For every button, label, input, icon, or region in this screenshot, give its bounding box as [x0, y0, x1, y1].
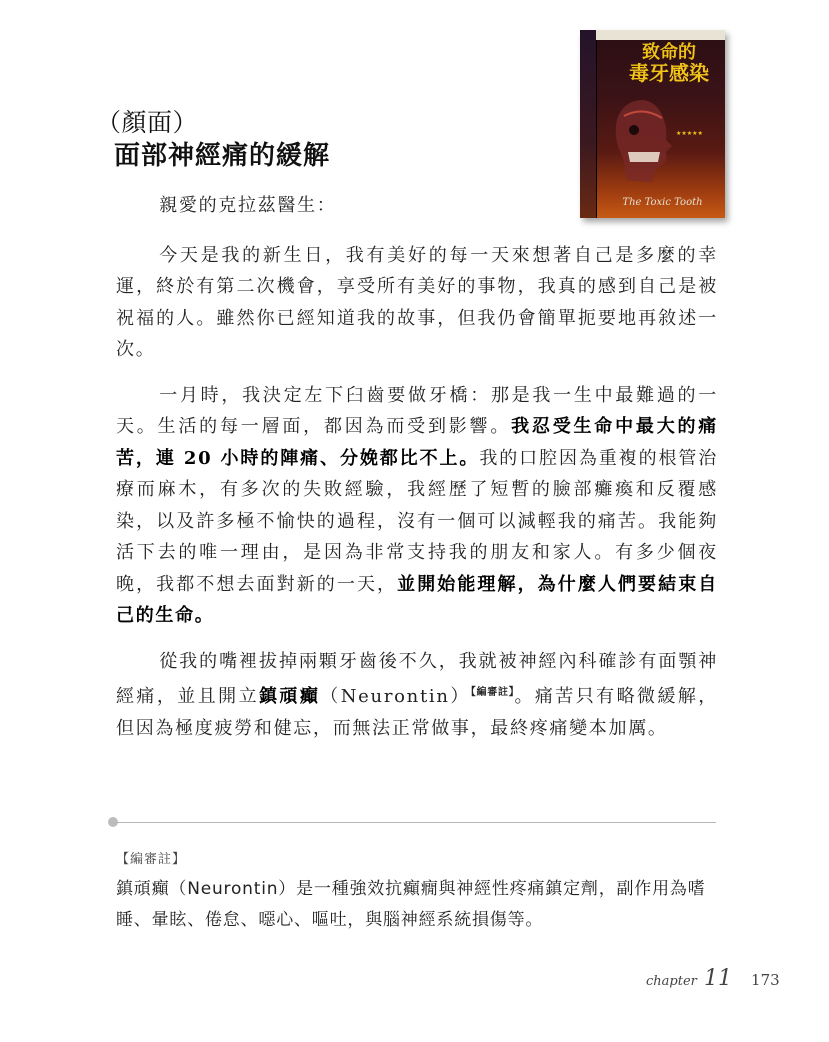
page-number: 173: [751, 971, 780, 989]
footnote-divider: [110, 822, 716, 823]
chapter-heading: [96, 108, 330, 174]
paragraph-2-emphasis-a: 我忍受生命中最大的痛苦，連 20 小時的陣痛、分娩都比不上。: [116, 416, 718, 469]
editor-note-reference: 【編審註】: [470, 687, 515, 698]
paragraph-1: 今天是我的新生日，我有美好的每一天來想著自己是多麼的幸運，終於有第二次機會，享受所有美好的事物，我真的感到自己是被祝福的人。雖然你已經知道我的故事，但我仍會簡單扼要地再敘述一次。: [116, 244, 718, 360]
paragraph-3-text-b: 。痛苦只有略微緩解，但因為極度疲勞和健忘，而無法正常做事，最終疼痛變本加厲。: [116, 686, 719, 739]
page-footer: [646, 966, 780, 991]
paragraph-2-emphasis-b: 並開始能理解，為什麼人們要結束自己的生命。: [116, 573, 718, 626]
section-title: 面部神經痛的緩解: [114, 141, 331, 171]
paragraph-2-text-b: 我的口腔因為重複的根管治療而麻木，有多次的失敗經驗，我經歷了短暫的臉部癱瘓和反覆感染，以及許多極不愉快的過程，沒有一個可以減輕我的痛苦。我能夠活下去的唯一理由，是因為非常支持我的朋友和家人。有多少個夜晚，我都不想去面對新的一天，: [116, 447, 718, 595]
drug-name-emphasis: 鎮頑癲: [259, 686, 321, 707]
skull-illustration-icon: [608, 96, 678, 186]
rating-stars-icon: ★★★★★: [676, 130, 703, 137]
book-english-title: The Toxic Tooth: [622, 197, 703, 208]
footnote-label: 【編審註】: [116, 852, 187, 867]
section-subtitle: （顏面）: [96, 108, 199, 137]
drug-english-name: （Neurontin）: [320, 686, 471, 707]
paragraph-2: [116, 380, 718, 632]
book-title-line2: 毒牙感染: [629, 60, 709, 85]
chapter-number: 11: [703, 966, 732, 991]
paragraph-3: [116, 646, 718, 745]
footnote-text: 鎮頑癲（Neurontin）是一種強效抗癲癇與神經性疼痛鎮定劑，副作用為嗜睡、暈眩、倦怠、噁心、嘔吐，與腦神經系統損傷等。: [116, 879, 706, 930]
book-page-edge: [596, 30, 725, 40]
book-cover-title: [620, 44, 718, 84]
letter-body: [116, 190, 718, 758]
chapter-word: chapter: [646, 974, 697, 989]
salutation: 親愛的克拉茲醫生：: [159, 195, 337, 216]
book-title-line1: 致命的: [642, 42, 696, 63]
paragraph-3-text-a: 從我的嘴裡拔掉兩顆牙齒後不久，我就被神經內科確診有面顎神經痛，並且開立: [116, 650, 718, 707]
paragraph-2-text-a: 一月時，我決定左下臼齒要做牙橋：那是我一生中最難過的一天。生活的每一層面，都因為而受到影響。: [116, 384, 718, 437]
